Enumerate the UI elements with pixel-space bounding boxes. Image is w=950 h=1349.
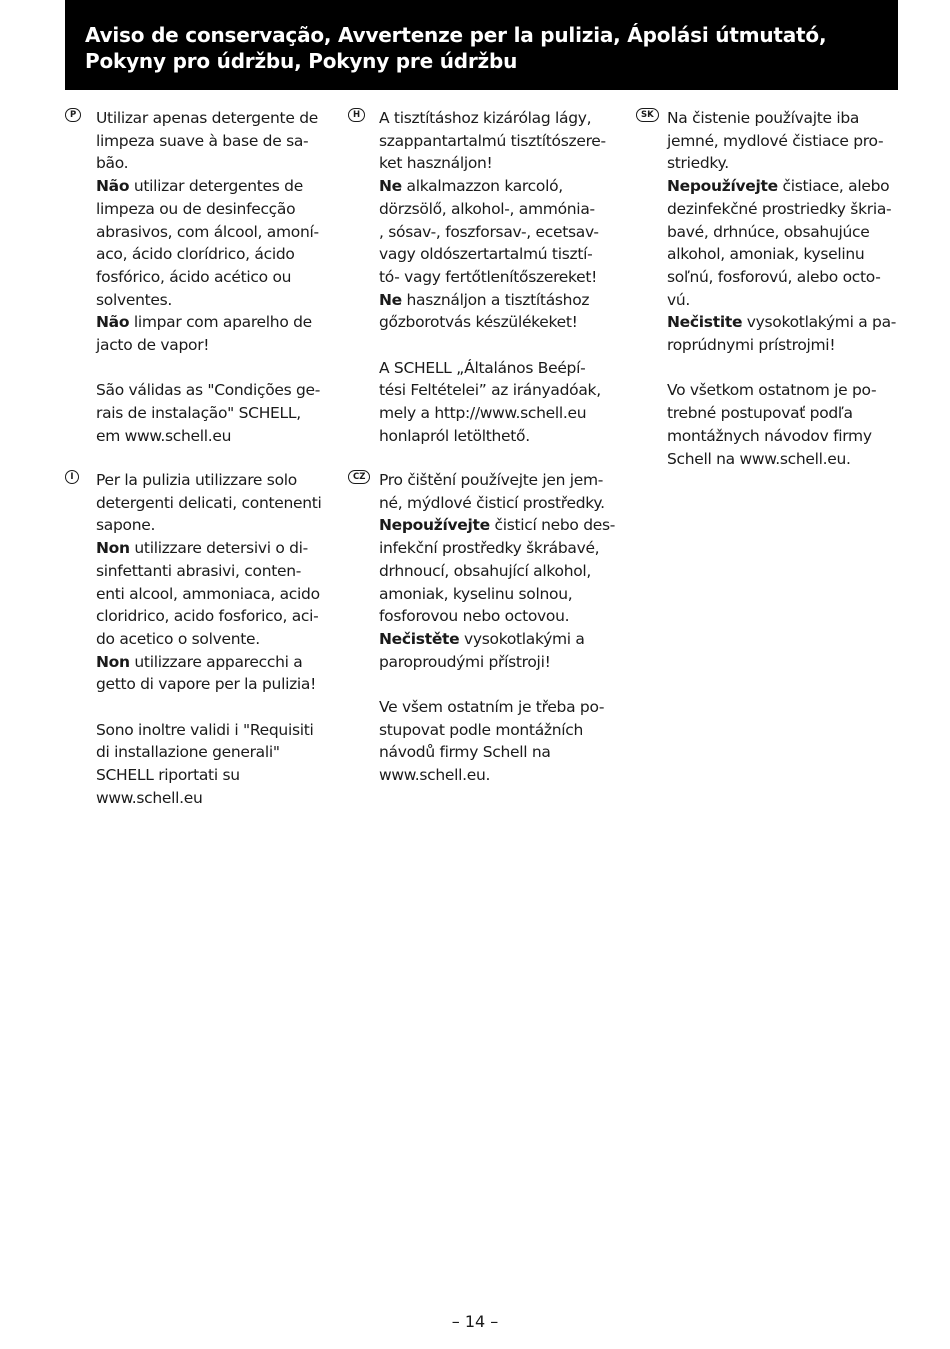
section-text [379, 469, 619, 787]
note-line: rais de instalação" SCHELL, [96, 404, 301, 423]
note-line: em www.schell.eu [96, 426, 232, 445]
text-line: detergenti delicati, contenenti [96, 493, 322, 512]
warning-line: Nepoužívejte čisticí nebo des- [379, 516, 616, 535]
text-line: vagy oldószertartalmú tisztí- [379, 245, 593, 264]
text-line: roprúdnymi prístrojmi! [667, 336, 836, 355]
note-line: SCHELL riportati su [96, 766, 240, 785]
note-line: trebné postupovať podľa [667, 404, 853, 423]
text-line: alkohol, amoniak, kyselinu [667, 245, 865, 264]
text-line: bão. [96, 154, 129, 173]
warning-keyword: Ne [379, 290, 402, 309]
section-text [96, 469, 336, 810]
note-line: A SCHELL „Általános Beépí- [379, 358, 586, 377]
text-line: fosfórico, ácido acético ou [96, 267, 292, 286]
text-line: gőzborotvás készülékeket! [379, 313, 578, 332]
title-line-1: Aviso de conservação, Avvertenze per la pulizia, Ápolási útmutató, [85, 23, 827, 47]
text-line: , sósav-, foszforsav-, ecetsav- [379, 222, 599, 241]
text-line: solventes. [96, 290, 173, 309]
note-line: Vo všetkom ostatnom je po- [667, 381, 877, 400]
text-line: bavé, drhnúce, obsahujúce [667, 222, 870, 241]
warning-line: Nečistěte vysokotlakými a [379, 629, 585, 648]
text-line: tó- vagy fertőtlenítőszereket! [379, 267, 598, 286]
note-line: mely a http://www.schell.eu [379, 404, 587, 423]
text-line: A tisztításhoz kizárólag lágy, [379, 109, 592, 127]
warning-keyword: Ne [379, 177, 402, 196]
text-line: getto di vapore per la pulizia! [96, 675, 317, 694]
warning-line: Non utilizzare apparecchi a [96, 652, 303, 671]
note-line: Ve všem ostatním je třeba po- [379, 698, 605, 717]
note-line: Schell na www.schell.eu. [667, 449, 851, 468]
warning-line: Não limpar com aparelho de [96, 313, 312, 332]
text-line: sinfettanti abrasivi, conten- [96, 561, 302, 580]
note-line: tési Feltételei” az irányadóak, [379, 381, 601, 400]
text-line: dezinfekčné prostriedky škria- [667, 199, 892, 218]
note-line: www.schell.eu. [379, 766, 491, 785]
warning-line: Ne használjon a tisztításhoz [379, 290, 590, 309]
text-line: jemné, mydlové čistiace pro- [667, 131, 884, 150]
note-line: montážnych návodov firmy [667, 426, 872, 445]
text-line: né, mýdlové čisticí prostředky. [379, 493, 605, 512]
text-line: Per la pulizia utilizzare solo [96, 471, 297, 489]
section-text [667, 107, 907, 470]
page-number: – 14 – [451, 1312, 499, 1331]
note-line: honlapról letölthető. [379, 426, 530, 445]
text-line: do acetico o solvente. [96, 629, 260, 648]
note-line: Sono inoltre validi i "Requisiti [96, 720, 314, 739]
language-badge-h: H [348, 108, 365, 122]
text-line: sapone. [96, 516, 156, 535]
text-line: limpeza ou de desinfecção [96, 199, 296, 218]
note-line: www.schell.eu [96, 788, 203, 807]
warning-line: Non utilizzare detersivi o di- [96, 539, 308, 558]
header-bar [65, 0, 898, 90]
warning-keyword: Nepoužívejte [667, 177, 778, 196]
text-line: infekční prostředky škrábavé, [379, 539, 600, 558]
title-line-2: Pokyny pro údržbu, Pokyny pre údržbu [85, 49, 518, 73]
text-line: Na čistenie používajte iba [667, 109, 860, 127]
text-line: soľnú, fosforovú, alebo octo- [667, 267, 881, 286]
text-line: Utilizar apenas detergente de [96, 109, 318, 127]
text-line: vú. [667, 290, 691, 309]
warning-keyword: Non [96, 652, 130, 671]
text-line: enti alcool, ammoniaca, acido [96, 584, 320, 603]
language-badge-i: I [65, 470, 79, 484]
note-line: São válidas as "Condições ge- [96, 381, 321, 400]
warning-keyword: Não [96, 313, 130, 332]
text-line: limpeza suave à base de sa- [96, 131, 309, 150]
text-line: drhnoucí, obsahující alkohol, [379, 561, 592, 580]
warning-keyword: Nečistite [667, 313, 743, 332]
text-line: jacto de vapor! [96, 336, 210, 355]
language-badge-sk: SK [636, 108, 659, 122]
warning-keyword: Não [96, 177, 130, 196]
page-title [85, 22, 885, 74]
text-line: amoniak, kyselinu solnou, [379, 584, 573, 603]
text-line: Pro čištění používejte jen jem- [379, 471, 604, 489]
language-badge-p: P [65, 108, 81, 122]
warning-line: Nečistite vysokotlakými a pa- [667, 313, 897, 332]
warning-keyword: Nečistěte [379, 629, 460, 648]
section-text [379, 107, 619, 448]
text-line: fosforovou nebo octovou. [379, 607, 570, 626]
text-line: ket használjon! [379, 154, 493, 173]
warning-line: Nepoužívejte čistiace, alebo [667, 177, 890, 196]
text-line: abrasivos, com álcool, amoní- [96, 222, 319, 241]
note-line: di installazione generali" [96, 743, 280, 762]
warning-line: Não utilizar detergentes de [96, 177, 303, 196]
warning-keyword: Nepoužívejte [379, 516, 490, 535]
note-line: návodů firmy Schell na [379, 743, 551, 762]
note-line: stupovat podle montážních [379, 720, 583, 739]
text-line: dörzsölő, alkohol-, ammónia- [379, 199, 595, 218]
text-line: aco, ácido clorídrico, ácido [96, 245, 295, 264]
warning-keyword: Non [96, 539, 130, 558]
text-line: szappantartalmú tisztítószere- [379, 131, 606, 150]
text-line: paroproudými přístroji! [379, 652, 551, 671]
section-text [96, 107, 336, 448]
text-line: striedky. [667, 154, 729, 173]
text-line: cloridrico, acido fosforico, aci- [96, 607, 319, 626]
language-badge-cz: CZ [348, 470, 370, 484]
warning-line: Ne alkalmazzon karcoló, [379, 177, 563, 196]
